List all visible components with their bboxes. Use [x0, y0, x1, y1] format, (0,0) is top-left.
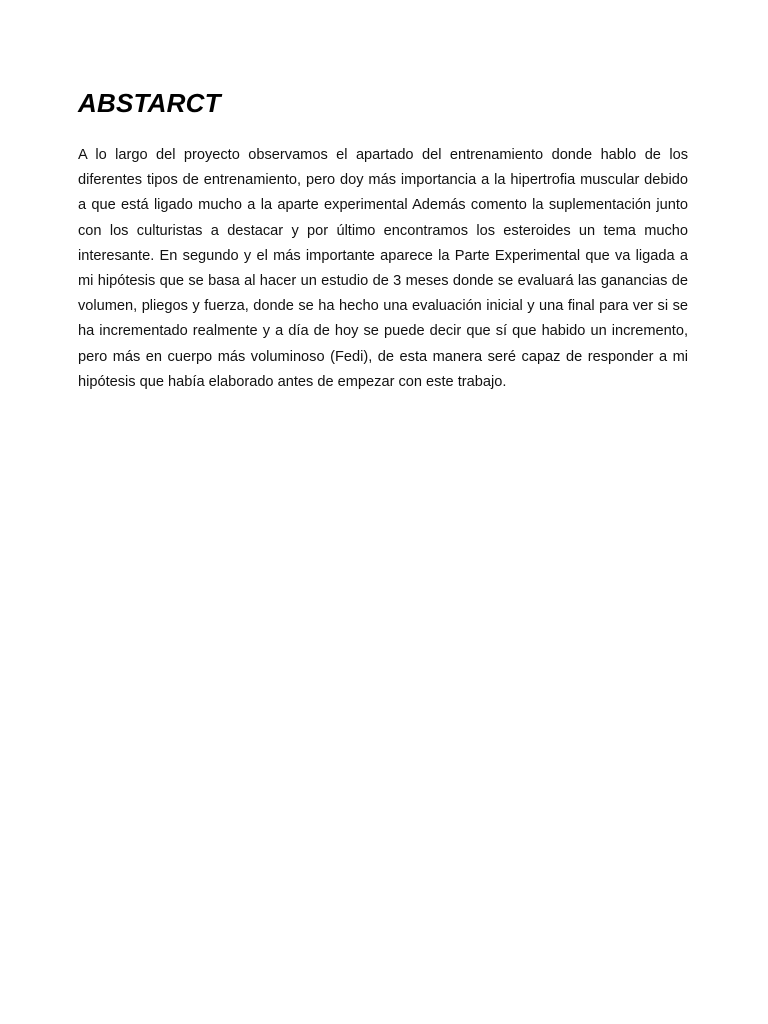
- abstract-heading: ABSTARCT: [78, 88, 221, 118]
- abstract-paragraph: A lo largo del proyecto observamos el apartado del entrenamiento donde hablo de los diferentes tipos de entrenamiento, pero doy más importancia a la hipertrofia muscular debido a que está ligado mucho a la aparte experimental Además comento la suplementación junto con los culturistas a destacar y por último encontramos los esteroides un tema mucho interesante. En segundo y el más importante aparece la Parte Experimental que va ligada a mi hipótesis que se basa al hacer un estudio de 3 meses donde se evaluará las ganancias de volumen, pliegos y fuerza, donde se ha hecho una evaluación inicial y una final para ver si se ha incrementado realmente y a día de hoy se puede decir que sí que habido un incremento, pero más en cuerpo más voluminoso (Fedi), de esta manera seré capaz de responder a mi hipótesis que había elaborado antes de empezar con este trabajo.: [78, 147, 688, 390]
